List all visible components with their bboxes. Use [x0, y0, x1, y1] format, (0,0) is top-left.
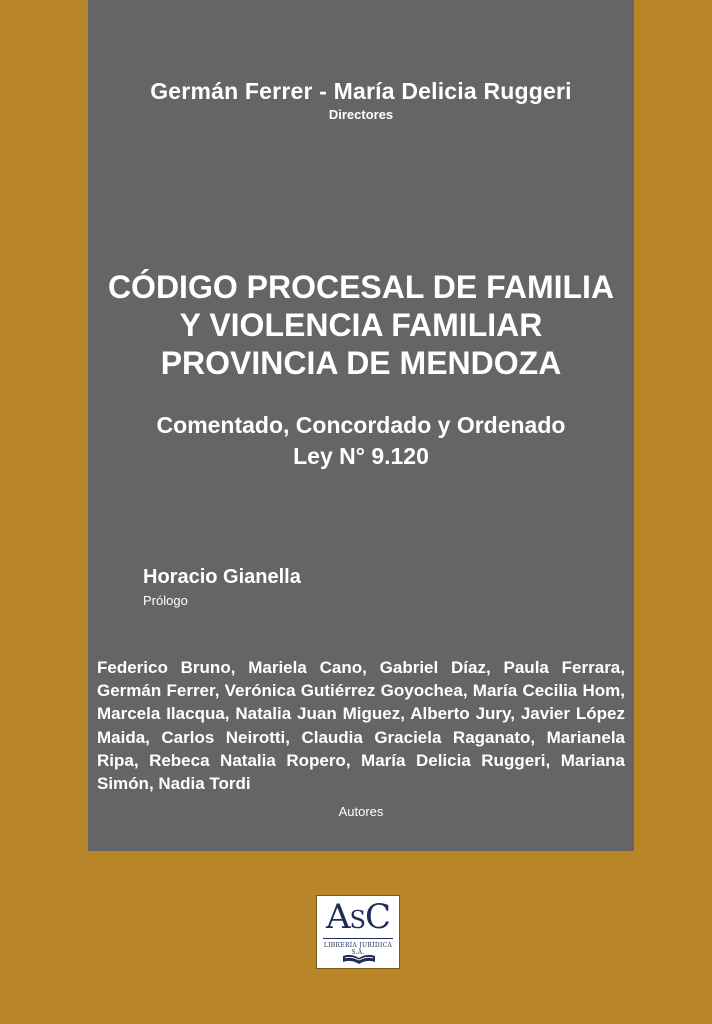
directors-names: Germán Ferrer - María Delicia Ruggeri	[150, 78, 572, 104]
prologue-role: Prólogo	[143, 593, 188, 608]
title-line: CÓDIGO PROCESAL DE FAMILIA	[107, 269, 615, 305]
logo-divider	[323, 938, 393, 939]
prologue-author: Horacio Gianella	[143, 566, 301, 588]
authors-role: Autores	[338, 804, 384, 819]
book-icon	[341, 952, 377, 966]
title-line: Y VIOLENCIA FAMILIAR	[179, 307, 543, 343]
cover-panel	[88, 0, 634, 851]
authors-list: Federico Bruno, Mariela Cano, Gabriel Díaz, Paula Ferrara, Germán Ferrer, Verónica Gutiérrez Goyochea, María Cecilia Hom, Marcela Ilacqua, Natalia Juan Miguez, Alberto Jury, Javier López Maida, Carlos Neirotti, Claudia Graciela Raganato, Marianela Ripa, Rebeca Natalia Ropero, María Delicia Ruggeri, Mariana Simón, Nadia Tordi	[97, 658, 625, 794]
book-subtitle	[88, 410, 634, 472]
subtitle-line: Ley N° 9.120	[293, 443, 429, 469]
subtitle-line: Comentado, Concordado y Ordenado	[156, 412, 566, 438]
title-line: PROVINCIA DE MENDOZA	[160, 345, 562, 381]
directors-role: Directores	[328, 107, 394, 122]
logo-mark: ASC	[325, 897, 391, 937]
logo-text: LIBRERÍA JURÍDICA S.A.	[323, 942, 393, 956]
book-title	[88, 268, 634, 382]
publisher-logo	[316, 895, 400, 969]
